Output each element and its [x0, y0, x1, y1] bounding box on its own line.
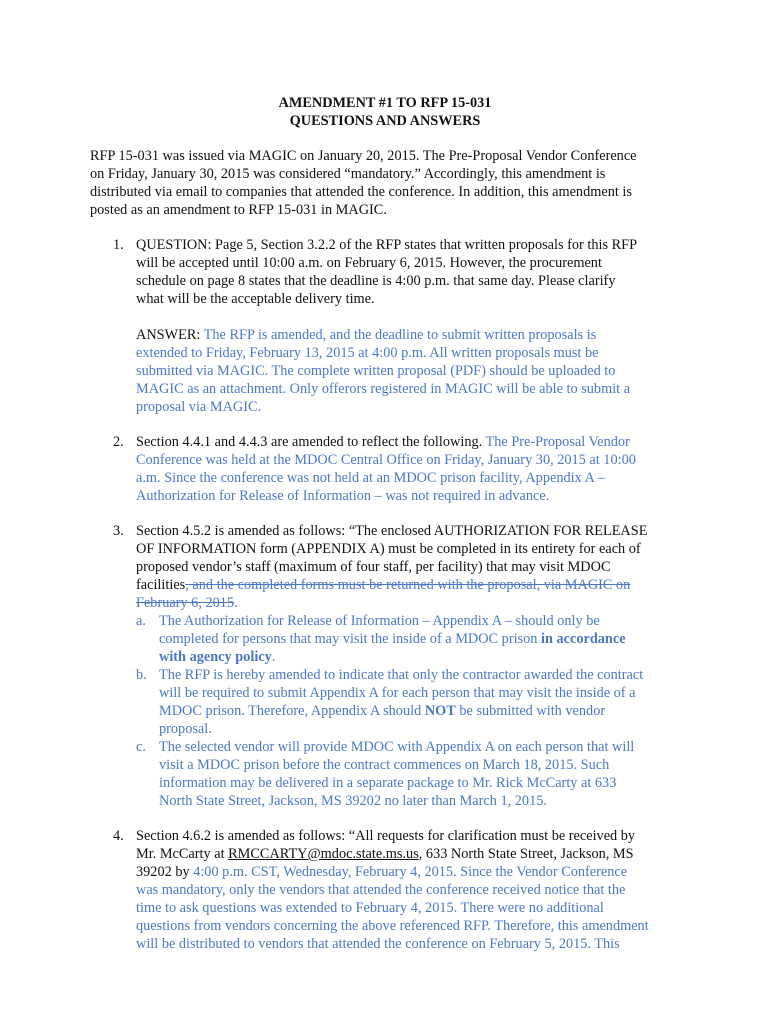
item-text: , 633 North State Street, Jackson, MS — [418, 846, 634, 862]
answer-line: submitted via MAGIC. The complete written proposal (PDF) should be uploaded to — [136, 363, 616, 379]
sub-item-line: information may be delivered in a separate package to Mr. Rick McCarty at 633 — [159, 775, 617, 791]
intro-line: distributed via email to companies that attended the conference. In addition, this amendment is — [90, 184, 632, 200]
item-line — [136, 433, 630, 451]
document-subtitle: QUESTIONS AND ANSWERS — [289, 113, 481, 129]
sub-item-line: proposal. — [159, 721, 212, 737]
answer-line: extended to Friday, February 13, 2015 at 4:00 p.m. All written proposals must be — [136, 345, 599, 361]
list-number: 1. — [113, 237, 124, 253]
sub-item-line: The Authorization for Release of Information – Appendix A – should only be — [159, 613, 600, 629]
sub-item-text: be submitted with vendor — [455, 703, 606, 719]
item-text: facilities — [136, 577, 186, 593]
item-text: Mr. McCarty at — [136, 846, 229, 862]
item-amended-text: 4:00 p.m. CST, Wednesday, February 4, 2015. Since the Vendor Conference — [193, 864, 628, 880]
sub-item-label: c. — [136, 739, 146, 755]
item-line — [136, 576, 630, 594]
emphasis-text: NOT — [424, 703, 456, 719]
intro-line: RFP 15-031 was issued via MAGIC on January 20, 2015. The Pre-Proposal Vendor Conference — [90, 148, 637, 164]
item-line: will be distributed to vendors that attended the conference on February 5, 2015. This — [136, 936, 620, 952]
item-text: Section 4.4.1 and 4.4.3 are amended to reflect the following. — [136, 434, 486, 450]
item-line — [136, 594, 238, 612]
item-line — [136, 845, 634, 863]
struck-text: February 6, 2015 — [136, 595, 235, 611]
answer-line: proposal via MAGIC. — [136, 399, 262, 415]
sub-item-line: North State Street, Jackson, MS 39202 no later than March 1, 2015. — [159, 793, 547, 809]
item-line: OF INFORMATION form (APPENDIX A) must be completed in its entirety for each of — [136, 541, 641, 557]
sub-item-line: The selected vendor will provide MDOC with Appendix A on each person that will — [159, 739, 635, 755]
list-number: 4. — [113, 828, 124, 844]
sub-item-label: a. — [136, 613, 146, 629]
answer-line: MAGIC as an attachment. Only offerors registered in MAGIC will be able to submit a — [136, 381, 631, 397]
item-text: 39202 by — [136, 864, 194, 880]
item-line: Conference was held at the MDOC Central Office on Friday, January 30, 2015 at 10:00 — [136, 452, 636, 468]
sub-item-line: will be required to submit Appendix A for each person that may visit the inside of a — [159, 685, 636, 701]
item-line: Authorization for Release of Information – was not required in advance. — [136, 488, 550, 504]
answer-line — [136, 326, 596, 344]
question-line: will be accepted until 10:00 a.m. on February 6, 2015. However, the procurement — [136, 255, 602, 271]
item-text: . — [234, 595, 238, 611]
item-line: time to ask questions was extended to February 4, 2015. There were no additional — [136, 900, 604, 916]
emphasis-text: in accordance — [540, 631, 626, 647]
email-link[interactable]: RMCCARTY@mdoc.state.ms.us — [228, 846, 419, 862]
answer-text: The RFP is amended, and the deadline to submit written proposals is — [203, 327, 597, 343]
sub-item-line — [159, 648, 275, 666]
item-line: a.m. Since the conference was not held at an MDOC prison facility, Appendix A – — [136, 470, 605, 486]
sub-item-label: b. — [136, 667, 147, 683]
sub-item-line — [159, 702, 605, 720]
question-line: schedule on page 8 states that the deadline is 4:00 p.m. that same day. Please clarify — [136, 273, 616, 289]
sub-item-text: completed for persons that may visit the inside of a MDOC prison — [159, 631, 541, 647]
document-title: AMENDMENT #1 TO RFP 15-031 — [278, 95, 492, 111]
answer-label: ANSWER: — [136, 327, 204, 343]
item-line: was mandatory, only the vendors that attended the conference received notice that the — [136, 882, 626, 898]
item-line — [136, 863, 627, 881]
intro-line: on Friday, January 30, 2015 was considered “mandatory.” Accordingly, this amendment is — [90, 166, 606, 182]
sub-item-line: visit a MDOC prison before the contract commences on March 18, 2015. Such — [159, 757, 610, 773]
item-line: proposed vendor’s staff (maximum of four staff, per facility) that may visit MDOC — [136, 559, 611, 575]
item-amended-text: The Pre-Proposal Vendor — [485, 434, 630, 450]
list-number: 3. — [113, 523, 124, 539]
item-line: Section 4.5.2 is amended as follows: “The enclosed AUTHORIZATION FOR RELEASE — [136, 523, 648, 539]
sub-item-text: . — [271, 649, 276, 665]
item-line: Section 4.6.2 is amended as follows: “All requests for clarification must be received by — [136, 828, 636, 844]
sub-item-text: MDOC prison. Therefore, Appendix A should — [159, 703, 425, 719]
question-line: QUESTION: Page 5, Section 3.2.2 of the RFP states that written proposals for this RFP — [136, 237, 638, 253]
emphasis-text: with agency policy — [159, 649, 272, 665]
intro-line: posted as an amendment to RFP 15-031 in MAGIC. — [90, 202, 387, 218]
sub-item-line — [159, 630, 626, 648]
sub-item-line: The RFP is hereby amended to indicate that only the contractor awarded the contract — [159, 667, 644, 683]
struck-text: , and the completed forms must be returned with the proposal, via MAGIC on — [185, 577, 631, 593]
question-line: what will be the acceptable delivery time. — [136, 291, 375, 307]
item-line: questions from vendors concerning the above referenced RFP. Therefore, this amendment — [136, 918, 649, 934]
list-number: 2. — [113, 434, 124, 450]
